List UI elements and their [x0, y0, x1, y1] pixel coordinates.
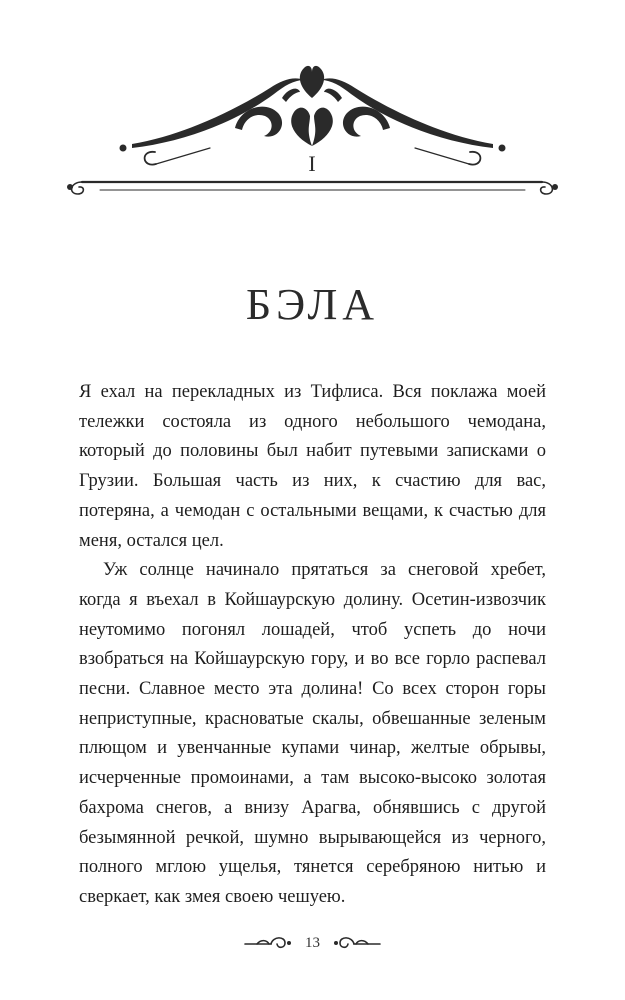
chapter-number: I: [308, 151, 317, 176]
page-number: 13: [305, 934, 320, 951]
body-text: [79, 378, 546, 913]
page-footer: [0, 932, 625, 954]
footer-ornament-left-icon: [243, 932, 293, 954]
paragraph: Уж солнце начинало прятаться за снеговой хребет, когда я въехал в Койшаурскую долину. Осетин-извозчик неутомимо погонял лошадей, чтоб успеть до ночи взобраться на Койшаурскую гору, и во все горло распевал песни. Славное место эта долина! Со всех сторон горы неприступные, красноватые скалы, обвешанные зеленым плющом и увенчанные купами чинар, желтые обрывы, исчерченные промоинами, а там высоко-высоко золотая бахрома снегов, а внизу Арагва, обнявшись с другой безымянной речкой, шумно вырывающейся из черного, полного мглою ущелья, тянется серебряною нитью и сверкает, как змея своею чешуею.: [79, 560, 546, 907]
chapter-header-ornament: [60, 58, 565, 200]
paragraph: Я ехал на перекладных из Тифлиса. Вся поклажа моей тележки состояла из одного небольшого чемодана, который до половины был набит путевыми записками о Грузии. Большая часть из них, к счастию для вас, потеряна, а чемодан с остальными вещами, к счастью для меня, остался цел.: [79, 382, 546, 551]
footer-ornament-right-icon: [332, 932, 382, 954]
chapter-title: БЭЛА: [245, 280, 380, 330]
